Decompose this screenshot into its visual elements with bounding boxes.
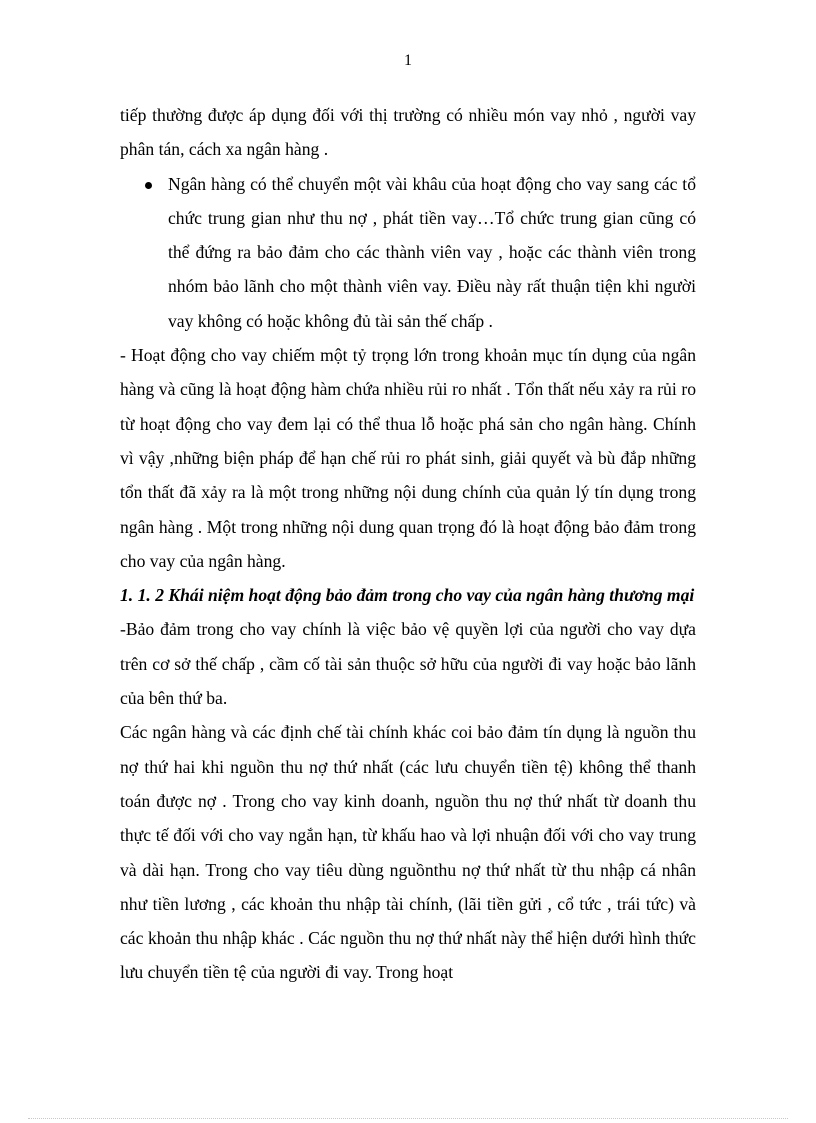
page-bottom-divider — [28, 1118, 788, 1119]
risk-paragraph: - Hoạt động cho vay chiếm một tỷ trọng lớn trong khoản mục tín dụng của ngân hàng và cũng là hoạt động hàm chứa nhiều rủi ro nhất . Tổn thất nếu xảy ra rủi ro từ hoạt động cho vay đem lại có thể thua lỗ hoặc phá sản cho ngân hàng. Chính vì vậy ,những biện pháp để hạn chế rủi ro phát sinh, giải quyết và bù đắp những tổn thất đã xảy ra là một trong những nội dung chính của quản lý tín dụng trong ngân hàng . Một trong những nội dung quan trọng đó là hoạt động bảo đảm trong cho vay của ngân hàng. — [120, 345, 696, 571]
sources-paragraph: Các ngân hàng và các định chế tài chính khác coi bảo đảm tín dụng là nguồn thu nợ thứ hai khi nguồn thu nợ thứ nhất (các lưu chuyển tiền tệ) không thể thanh toán được nợ . Trong cho vay kinh doanh, nguồn thu nợ thứ nhất từ doanh thu thực tế đối với cho vay ngắn hạn, từ khấu hao và lợi nhuận đối với cho vay trung và dài hạn. Trong cho vay tiêu dùng nguồnthu nợ thứ nhất từ thu nhập cá nhân như tiền lương , các khoản thu nhập tài chính, (lãi tiền gửi , cổ tức , trái tức) và các khoản thu nhập khác . Các nguồn thu nợ thứ nhất này thể hiện dưới hình thức lưu chuyển tiền tệ của người đi vay. Trong hoạt — [120, 722, 696, 983]
intro-paragraph: tiếp thường được áp dụng đối với thị trường có nhiều món vay nhỏ , người vay phân tán, cách xa ngân hàng . — [120, 105, 696, 160]
section-heading: 1. 1. 2 Khái niệm hoạt động bảo đảm trong cho vay của ngân hàng thương mại — [120, 585, 695, 606]
document-body — [120, 98, 696, 990]
list-item — [120, 167, 696, 338]
bullet-list — [120, 167, 696, 338]
definition-paragraph: -Bảo đảm trong cho vay chính là việc bảo vệ quyền lợi của người cho vay dựa trên cơ sở thế chấp , cầm cố tài sản thuộc sở hữu của người đi vay hoặc bảo lãnh của bên thứ ba. — [120, 619, 696, 709]
page-number: 1 — [404, 52, 412, 69]
bullet-icon — [145, 182, 152, 189]
bullet-text: Ngân hàng có thể chuyển một vài khâu của hoạt động cho vay sang các tổ chức trung gian như thu nợ , phát tiền vay…Tổ chức trung gian cũng có thể đứng ra bảo đảm cho các thành viên vay , hoặc các thành viên trong nhóm bảo lãnh cho một thành viên vay. Điều này rất thuận tiện khi người vay không có hoặc không đủ tài sản thế chấp . — [168, 173, 696, 331]
